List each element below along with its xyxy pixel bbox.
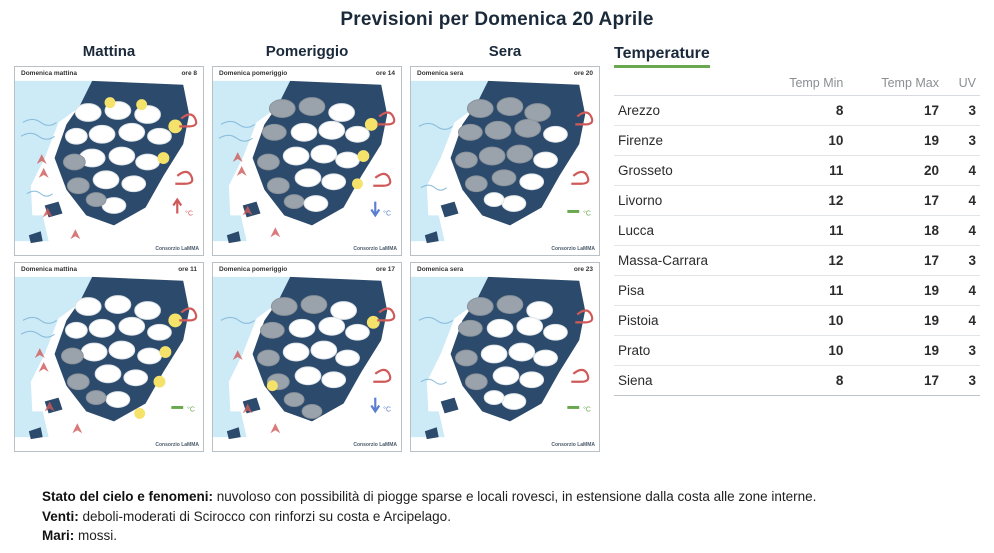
map-caption-label: Domenica pomeriggio [219,70,288,77]
cell-temp-max: 19 [847,126,943,156]
tuscany-weather-map [213,67,401,255]
cell-city: Lucca [614,216,757,246]
sky-conditions-line [42,488,978,507]
cell-temp-max: 19 [847,306,943,336]
map-caption-hour: ore 11 [178,266,197,273]
cell-city: Firenze [614,126,757,156]
maps-row [14,66,600,256]
maps-column [14,43,600,452]
table-row [614,366,980,396]
sky-conditions-text: nuvoloso con possibilità di piogge sparse e locali rovesci, in estensione dalla costa alle zone interne. [213,489,817,505]
column-header-mattina: Mattina [82,43,136,60]
cell-temp-max: 19 [847,276,943,306]
cell-temp-min: 10 [757,306,848,336]
cell-temp-min: 11 [757,216,848,246]
map-credit: Consorzio LaMMA [155,442,199,448]
svg-text:°C: °C [383,406,391,414]
maps-grid [14,66,600,452]
map-caption [15,70,203,77]
maps-row [14,262,600,452]
cell-city: Siena [614,366,757,396]
content-columns [14,43,980,452]
map-credit: Consorzio LaMMA [353,246,397,252]
table-row [614,306,980,336]
header-uv: UV [943,74,980,96]
tuscany-weather-map [15,67,203,255]
cell-uv: 4 [943,276,980,306]
map-credit: Consorzio LaMMA [155,246,199,252]
table-row [614,186,980,216]
cell-uv: 3 [943,366,980,396]
svg-text:°C: °C [383,210,391,218]
map-credit: Consorzio LaMMA [551,246,595,252]
maps-column-headers [14,43,600,60]
cell-city: Prato [614,336,757,366]
cell-uv: 3 [943,336,980,366]
temperatures-table [614,74,980,396]
cell-temp-min: 11 [757,156,848,186]
map-caption-hour: ore 14 [375,70,395,77]
header-temp-min: Temp Min [757,74,848,96]
header-temp-max: Temp Max [847,74,943,96]
cell-uv: 4 [943,216,980,246]
map-credit: Consorzio LaMMA [353,442,397,448]
sky-conditions-label: Stato del cielo e fenomeni: [42,489,214,505]
header-city [614,74,757,96]
table-row [614,276,980,306]
map-caption-label: Domenica pomeriggio [219,266,288,273]
cell-uv: 3 [943,96,980,126]
cell-temp-min: 11 [757,276,848,306]
map-card[interactable] [410,66,600,256]
map-caption-hour: ore 23 [573,266,593,273]
cell-temp-max: 17 [847,246,943,276]
column-header-sera: Sera [488,43,522,60]
map-caption-label: Domenica mattina [21,266,77,273]
forecast-summary [42,488,978,547]
cell-city: Grosseto [614,156,757,186]
map-caption [411,266,599,273]
cell-temp-min: 12 [757,246,848,276]
cell-temp-max: 20 [847,156,943,186]
cell-temp-max: 17 [847,186,943,216]
cell-temp-min: 10 [757,126,848,156]
cell-uv: 4 [943,186,980,216]
tuscany-weather-map [15,263,203,451]
temperatures-column [614,43,980,396]
map-caption-label: Domenica sera [417,266,464,273]
map-caption [15,266,203,273]
seas-line [42,527,978,546]
cell-uv: 4 [943,306,980,336]
cell-temp-min: 8 [757,96,848,126]
table-row [614,96,980,126]
table-row [614,336,980,366]
winds-line [42,508,978,527]
map-card[interactable] [14,262,204,452]
svg-text:°C: °C [583,210,591,218]
tuscany-weather-map [411,263,599,451]
map-card[interactable] [410,262,600,452]
table-header-row [614,74,980,96]
cell-temp-max: 17 [847,96,943,126]
table-row [614,126,980,156]
table-row [614,246,980,276]
cell-temp-min: 8 [757,366,848,396]
cell-temp-min: 10 [757,336,848,366]
cell-city: Arezzo [614,96,757,126]
map-credit: Consorzio LaMMA [551,442,595,448]
cell-uv: 3 [943,246,980,276]
svg-text:°C: °C [583,406,591,414]
map-card[interactable] [212,66,402,256]
map-caption [411,70,599,77]
map-caption-label: Domenica mattina [21,70,77,77]
tuscany-weather-map [411,67,599,255]
cell-uv: 3 [943,126,980,156]
cell-city: Pisa [614,276,757,306]
winds-label: Venti: [42,508,79,524]
map-caption [213,266,401,273]
map-caption [213,70,401,77]
cell-city: Massa-Carrara [614,246,757,276]
cell-temp-max: 17 [847,366,943,396]
map-card[interactable] [14,66,204,256]
cell-temp-min: 12 [757,186,848,216]
seas-text: mossi. [74,528,118,544]
winds-text: deboli-moderati di Scirocco con rinforzi su costa e Arcipelago. [78,508,451,524]
cell-temp-max: 19 [847,336,943,366]
cell-temp-max: 18 [847,216,943,246]
map-caption-label: Domenica sera [417,70,464,77]
cell-uv: 4 [943,156,980,186]
table-row [614,216,980,246]
map-caption-hour: ore 20 [573,70,593,77]
tuscany-weather-map [213,263,401,451]
seas-label: Mari: [42,528,75,544]
temperatures-heading: Temperature [614,45,710,68]
map-caption-hour: ore 8 [181,70,197,77]
cell-city: Pistoia [614,306,757,336]
svg-text:°C: °C [187,406,195,414]
column-header-pomeriggio: Pomeriggio [265,43,349,60]
page-title: Previsioni per Domenica 20 Aprile [340,9,654,30]
cell-city: Livorno [614,186,757,216]
map-caption-hour: ore 17 [375,266,395,273]
map-card[interactable] [212,262,402,452]
table-row [614,156,980,186]
svg-text:°C: °C [185,210,193,218]
